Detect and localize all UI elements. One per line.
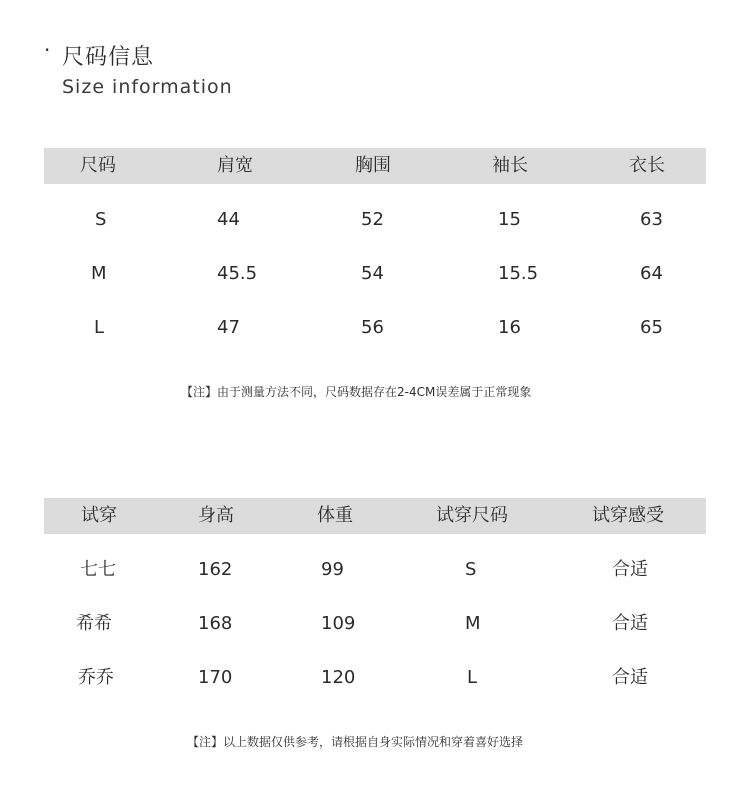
cell-feeling: 合适 <box>612 667 648 688</box>
cell-length: 64 <box>640 263 663 284</box>
cell-weight: 99 <box>321 559 344 580</box>
cell-chest: 54 <box>361 263 384 284</box>
cell-model: 乔乔 <box>78 667 114 688</box>
cell-size: S <box>95 209 107 230</box>
cell-model: 七七 <box>80 559 116 580</box>
cell-sleeve: 16 <box>498 317 521 338</box>
cell-try-size: L <box>467 667 478 688</box>
cell-sleeve: 15.5 <box>498 263 539 284</box>
header-feeling: 试穿感受 <box>592 505 664 526</box>
cell-try-size: S <box>465 559 477 580</box>
cell-height: 168 <box>198 613 233 634</box>
header-size: 尺码 <box>80 155 116 176</box>
title-chinese: 尺码信息 <box>62 45 155 70</box>
try-on-note: 【注】以上数据仅供参考，请根据自身实际情况和穿着喜好选择 <box>187 735 524 749</box>
header-model: 试穿 <box>81 505 117 526</box>
size-table-header <box>44 148 706 184</box>
cell-length: 65 <box>640 317 663 338</box>
cell-feeling: 合适 <box>612 613 648 634</box>
cell-sleeve: 15 <box>498 209 521 230</box>
cell-height: 170 <box>198 667 233 688</box>
cell-feeling: 合适 <box>612 559 648 580</box>
header-chest: 胸围 <box>355 155 391 176</box>
header-try-size: 试穿尺码 <box>436 505 508 526</box>
cell-chest: 52 <box>361 209 384 230</box>
cell-height: 162 <box>198 559 233 580</box>
try-on-table <box>44 498 706 698</box>
cell-weight: 109 <box>321 613 356 634</box>
cell-shoulder: 47 <box>217 317 240 338</box>
header-height: 身高 <box>198 505 234 526</box>
cell-size: L <box>94 317 105 338</box>
cell-size: M <box>91 263 107 284</box>
header-length: 衣长 <box>629 155 665 176</box>
header-shoulder: 肩宽 <box>217 155 253 176</box>
size-note: 【注】由于测量方法不同，尺码数据存在2-4CM误差属于正常现象 <box>181 385 532 399</box>
cell-chest: 56 <box>361 317 384 338</box>
cell-length: 63 <box>640 209 663 230</box>
cell-shoulder: 44 <box>217 209 240 230</box>
cell-model: 希希 <box>76 613 112 634</box>
size-table <box>44 148 706 348</box>
bullet-dot: · <box>44 38 51 62</box>
cell-shoulder: 45.5 <box>217 263 258 284</box>
cell-try-size: M <box>465 613 481 634</box>
header-weight: 体重 <box>317 505 353 526</box>
cell-weight: 120 <box>321 667 356 688</box>
title-english: Size information <box>62 76 233 98</box>
try-on-table-header <box>44 498 706 534</box>
header-sleeve: 袖长 <box>492 155 528 176</box>
